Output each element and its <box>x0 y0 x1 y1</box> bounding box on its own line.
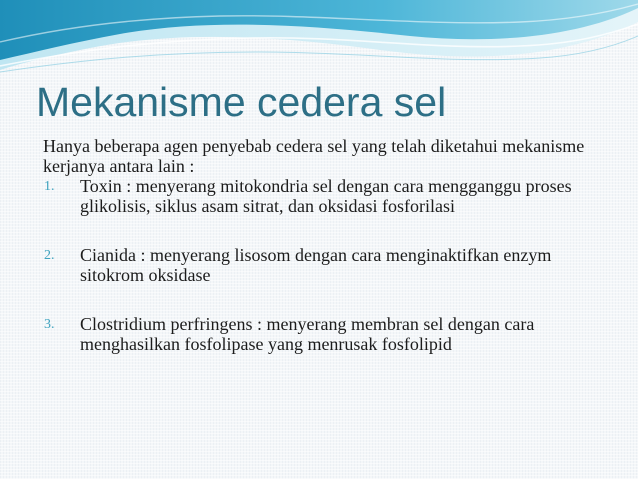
list-item-text: Clostridium perfringens : menyerang membran sel dengan cara menghasilkan fosfolipase yang menrusak fosfolipid <box>80 314 535 354</box>
list-item <box>43 245 603 285</box>
intro-paragraph: Hanya beberapa agen penyebab cedera sel yang telah diketahui mekanisme kerjanya antara lain : <box>43 136 585 176</box>
mechanism-list <box>43 176 603 354</box>
header-wave-decoration <box>0 0 638 90</box>
slide-title: Mekanisme cedera sel <box>36 79 447 125</box>
list-item <box>43 176 603 216</box>
list-item-number: 3. <box>44 317 55 332</box>
list-item-number: 2. <box>44 248 55 263</box>
slide-body <box>43 136 603 354</box>
list-item <box>43 314 603 354</box>
list-item-text: Toxin : menyerang mitokondria sel dengan cara mengganggu proses glikolisis, siklus asam sitrat, dan oksidasi fosforilasi <box>80 176 572 216</box>
list-item-text: Cianida : menyerang lisosom dengan cara menginaktifkan enzym sitokrom oksidase <box>80 245 552 285</box>
list-item-number: 1. <box>44 179 55 194</box>
